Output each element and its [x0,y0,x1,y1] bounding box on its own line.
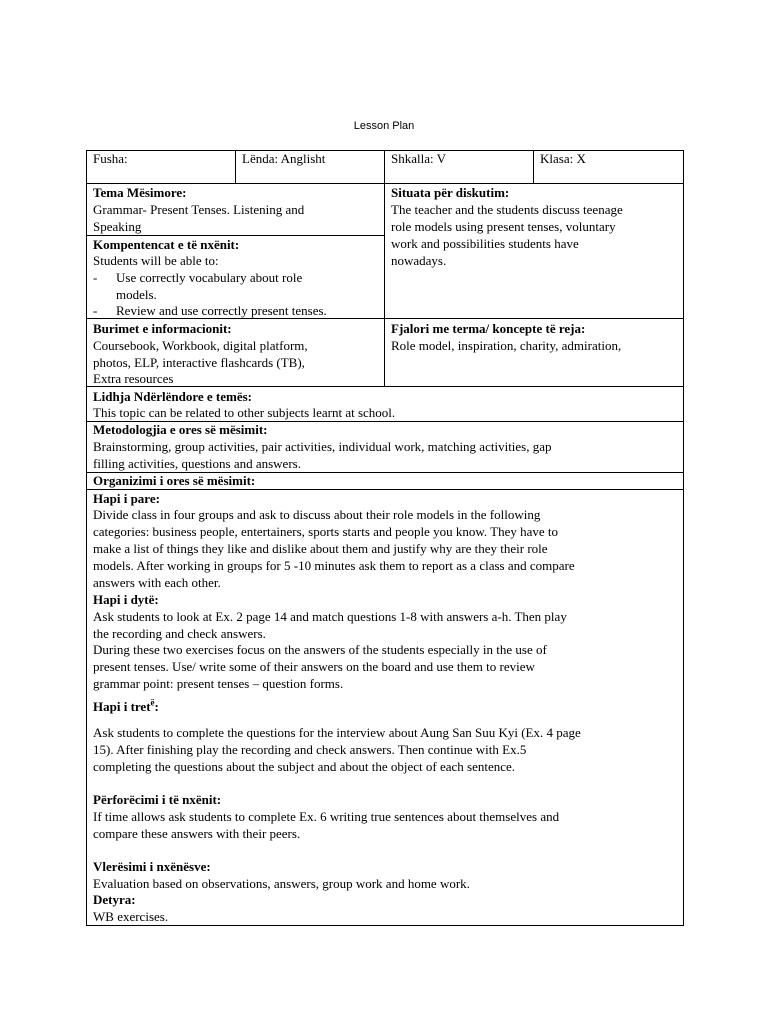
tema-label: Tema Mësimore: [93,185,187,200]
divider [384,183,385,386]
kompetencat-intro: Students will be able to: [93,253,219,268]
hapi3-label-end: : [154,699,159,714]
fusha-cell: Fusha: [93,151,128,166]
hapi3-label [93,698,159,715]
hapi2-line: During these two exercises focus on the answers of the students especially in the use of [93,642,547,657]
situata-line: work and possibilities students have [391,236,579,251]
lidhja-label: Lidhja Ndërlëndore e temës: [93,389,252,404]
perforcimi-label: Përforëcimi i të nxënit: [93,792,222,807]
hapi1-line: Divide class in four groups and ask to discuss about their role models in the following [93,507,541,522]
lidhja-line: This topic can be related to other subjects learnt at school. [93,405,396,420]
hapi3-line: 15). After finishing play the recording and check answers. Then continue with Ex.5 [93,742,527,757]
hapi3-line: Ask students to complete the questions for the interview about Aung San Suu Kyi (Ex. 4 page [93,725,581,740]
situata-line: role models using present tenses, voluntary [391,219,616,234]
divider [533,150,534,184]
hapi1-line: make a list of things they like and dislike about them and justify why are they their role [93,541,548,556]
situata-line: The teacher and the students discuss teenage [391,202,623,217]
fjalori-label: Fjalori me terma/ koncepte të reja: [391,321,586,336]
kompetencat-label: Kompentencat e të nxënit: [93,237,240,252]
hapi1-line: categories: business people, entertainers, sports starts and people you know. They have to [93,524,558,539]
tema-line: Grammar- Present Tenses. Listening and [93,202,305,217]
divider [235,150,236,184]
burimet-line: Coursebook, Workbook, digital platform, [93,338,308,353]
hapi3-label-sup: ë [150,697,155,708]
hapi2-label: Hapi i dytë: [93,592,159,607]
perforcimi-line: compare these answers with their peers. [93,826,301,841]
hapi2-line: Ask students to look at Ex. 2 page 14 and match questions 1-8 with answers a-h. Then play [93,609,567,624]
metodologjia-line: filling activities, questions and answers. [93,456,301,471]
hapi2-line: grammar point: present tenses – question forms. [93,676,344,691]
lenda-cell: Lënda: Anglisht [242,151,326,166]
bullet-dash: - [93,270,98,285]
organizimi-label: Organizimi i ores së mësimit: [93,473,256,488]
metodologjia-line: Brainstorming, group activities, pair activities, individual work, matching activities, gap [93,439,552,454]
perforcimi-line: If time allows ask students to complete Ex. 6 writing true sentences about themselves and [93,809,560,824]
situata-line: nowadays. [391,253,447,268]
shkalla-cell: Shkalla: V [391,151,447,166]
situata-label: Situata për diskutim: [391,185,510,200]
bullet-dash: - [93,303,98,318]
hapi3-label-main: Hapi i tret [93,699,151,714]
burimet-line: Extra resources [93,371,174,386]
vleresimi-line: Evaluation based on observations, answers, group work and home work. [93,876,470,891]
hapi3-line: completing the questions about the subject and about the object of each sentence. [93,759,516,774]
divider [384,150,385,184]
metodologjia-label: Metodologjia e ores së mësimit: [93,422,268,437]
burimet-line: photos, ELP, interactive flashcards (TB), [93,355,305,370]
klasa-cell: Klasa: X [540,151,586,166]
detyra-line: WB exercises. [93,909,169,924]
fjalori-line: Role model, inspiration, charity, admiration, [391,338,622,353]
hapi2-line: the recording and check answers. [93,626,266,641]
hapi1-line: models. After working in groups for 5 -10 minutes ask them to report as a class and compare [93,558,575,573]
kompetencat-bullet: Use correctly vocabulary about role [116,270,303,285]
kompetencat-bullet: Review and use correctly present tenses. [116,303,327,318]
vleresimi-label: Vlerësimi i nxënësve: [93,859,211,874]
burimet-label: Burimet e informacionit: [93,321,232,336]
kompetencat-bullet: models. [116,287,157,302]
page-title: Lesson Plan [353,120,415,132]
hapi2-line: present tenses. Use/ write some of their answers on the board and use them to review [93,659,535,674]
divider [86,489,684,490]
hapi1-label: Hapi i pare: [93,491,160,506]
tema-line: Speaking [93,219,142,234]
divider [86,386,684,387]
detyra-label: Detyra: [93,892,136,907]
hapi1-line: answers with each other. [93,575,221,590]
